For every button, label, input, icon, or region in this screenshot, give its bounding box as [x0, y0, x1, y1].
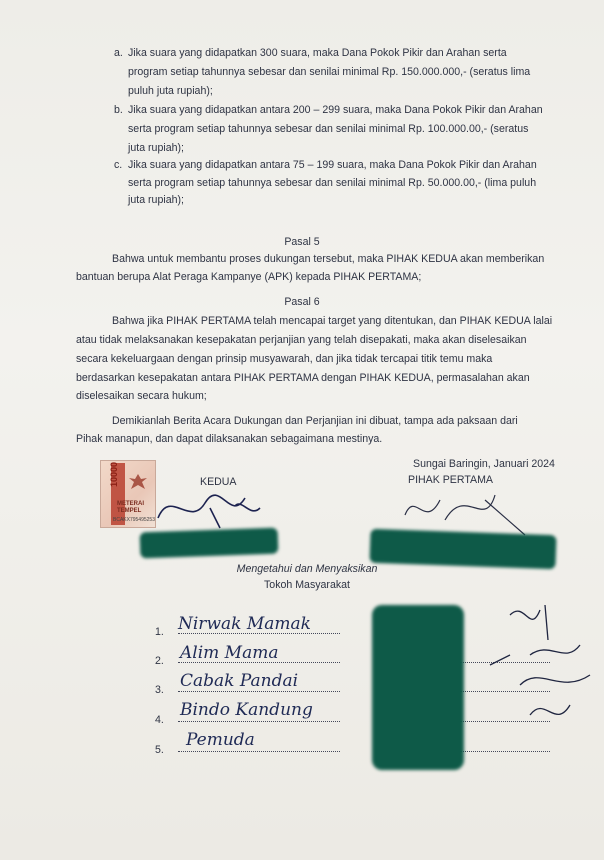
item-b-line-2: serta program setiap tahunnya sebesar dan senilai minimal Rp. 100.000.00,- (seratus [128, 123, 529, 135]
meterai-stamp [100, 460, 156, 528]
right-party-label: PIHAK PERTAMA [408, 474, 493, 486]
meterai-value: 10000 [109, 461, 119, 487]
closing-line-1: Demikianlah Berita Acara Dukungan dan Perjanjian ini dibuat, tampa ada paksaan dari [112, 415, 518, 427]
pasal-6-line-2: atau tidak melaksanakan kesepakatan perjanjian yang telah disepakati, maka akan diselesaikan [76, 334, 527, 346]
left-name-redaction [140, 528, 279, 559]
witness-3-line [178, 691, 340, 692]
item-a-marker: a. [114, 47, 123, 59]
item-b-line-3: juta rupiah); [128, 142, 184, 154]
meterai-code: BCAKX795495253 [113, 517, 155, 523]
witness-2-no: 2. [155, 655, 164, 667]
pasal-6-line-3: secara kekeluargaan dengan prinsip musyawarah, dan jika tidak tercapai titik temu maka [76, 353, 493, 365]
pasal-5-title: Pasal 5 [284, 236, 320, 248]
item-a-line-3: puluh juta rupiah); [128, 85, 213, 97]
item-c-line-3: juta rupiah); [128, 194, 184, 206]
witness-1-line [178, 633, 340, 634]
garuda-emblem-icon [127, 471, 149, 493]
item-b-marker: b. [114, 104, 123, 116]
witness-5-no: 5. [155, 744, 164, 756]
item-c-line-1: Jika suara yang didapatkan antara 75 – 199 suara, maka Dana Pokok Pikir dan Arahan [128, 159, 537, 171]
left-party-label: KEDUA [200, 476, 237, 488]
item-c-line-2: serta program setiap tahunnya sebesar dan senilai minimal Rp. 50.000.00,- (lima puluh [128, 177, 537, 189]
witness-1-no: 1. [155, 626, 164, 638]
item-a-line-1: Jika suara yang didapatkan 300 suara, maka Dana Pokok Pikir dan Arahan serta [128, 47, 507, 59]
witness-2-signature: Alim Mama [180, 643, 279, 663]
witness-5-line [178, 751, 340, 752]
pasal-6-line-4: berdasarkan kesepakatan antara PIHAK PERTAMA dengan PIHAK KEDUA, permasalahan akan [76, 372, 530, 384]
pasal-6-title: Pasal 6 [284, 296, 320, 308]
witness-3-signature: Cabak Pandai [180, 671, 299, 691]
witness-1-signature: Nirwak Mamak [178, 614, 311, 634]
item-c-marker: c. [114, 159, 123, 171]
closing-line-2: Pihak manapun, dan dapat dilaksanakan sebagaimana mestinya. [76, 433, 383, 445]
witness-subheading: Tokoh Masyarakat [264, 579, 350, 591]
witness-4-line [178, 721, 340, 722]
witness-heading: Mengetahui dan Menyaksikan [236, 563, 378, 575]
pasal-5-line-2: bantuan berupa Alat Peraga Kampanye (APK) kepada PIHAK PERTAMA; [76, 271, 422, 283]
item-b-line-1: Jika suara yang didapatkan antara 200 – 299 suara, maka Dana Pokok Pikir dan Arahan [128, 104, 543, 116]
witness-4-signature: Bindo Kandung [180, 700, 313, 720]
witness-3-no: 3. [155, 684, 164, 696]
place-date: Sungai Baringin, Januari 2024 [413, 458, 555, 470]
witness-2-line [178, 662, 340, 663]
witness-names-redaction [372, 605, 464, 770]
witness-right-line-5 [460, 751, 550, 752]
pasal-5-line-1: Bahwa untuk membantu proses dukungan tersebut, maka PIHAK KEDUA akan memberikan [112, 253, 545, 265]
witness-5-signature: Pemuda [186, 730, 255, 750]
pasal-6-line-1: Bahwa jika PIHAK PERTAMA telah mencapai target yang ditentukan, dan PIHAK KEDUA lalai [112, 315, 553, 327]
meterai-label: METERAI TEMPEL [117, 501, 144, 514]
right-witness-signatures [470, 595, 600, 745]
item-a-line-2: program setiap tahunnya sebesar dan senilai minimal Rp. 150.000.000,- (seratus lima [128, 66, 531, 78]
pasal-6-line-5: diselesaikan secara hukum; [76, 390, 207, 402]
witness-4-no: 4. [155, 714, 164, 726]
